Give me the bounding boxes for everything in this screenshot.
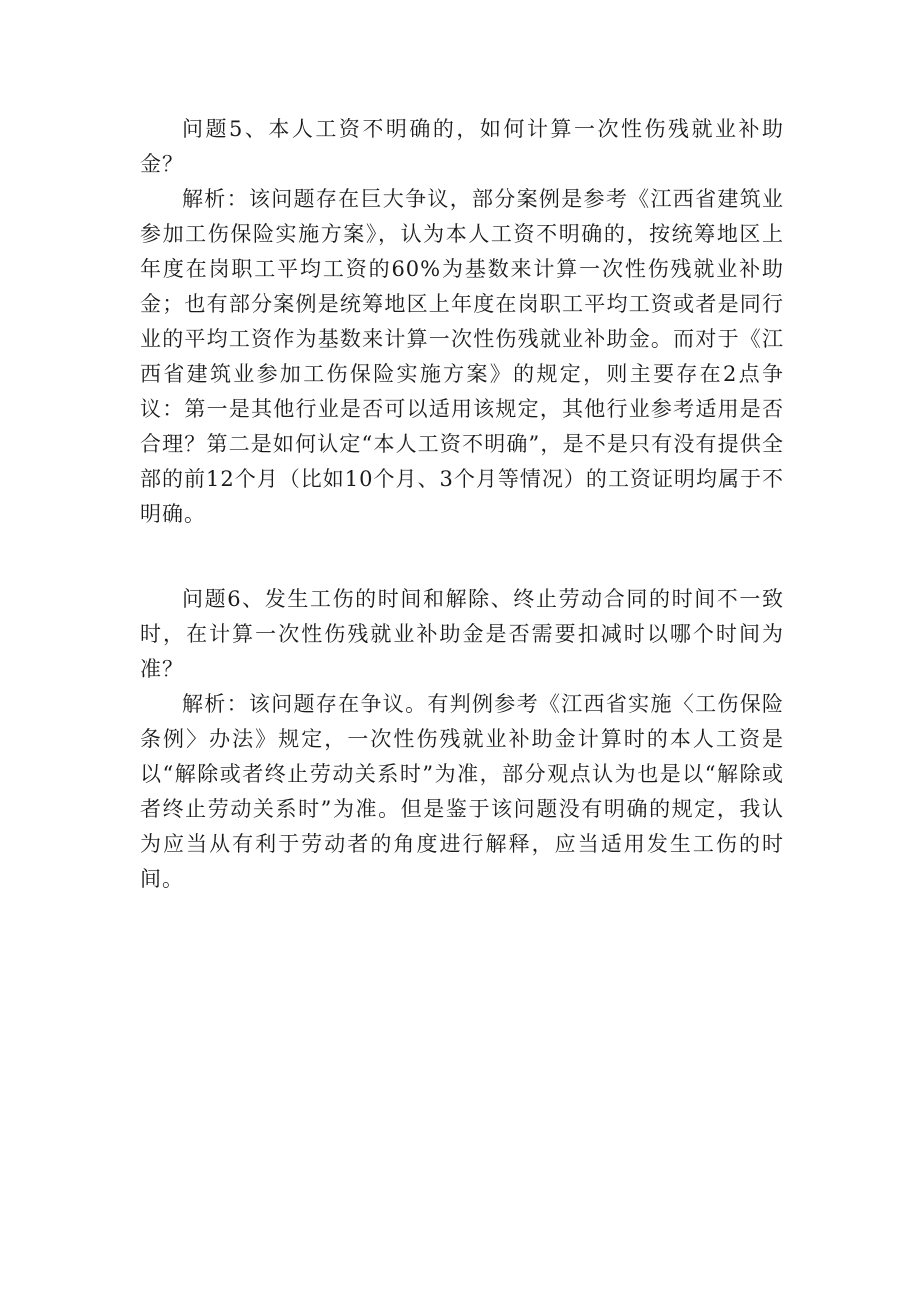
question-6-heading: 问题6、发生工伤的时间和解除、终止劳动合同的时间不一致时，在计算一次性伤残就业补助金是否需要扣减时以哪个时间为准？ — [140, 587, 784, 681]
document-body — [140, 112, 784, 897]
question-6-analysis: 解析：该问题存在争议。有判例参考《江西省实施〈工伤保险条例〉办法》规定，一次性伤残就业补助金计算时的本人工资是以“解除或者终止劳动关系时”为准，部分观点认为也是以“解除或者终止劳动关系时”为准。但是鉴于该问题没有明确的规定，我认为应当从有利于劳动者的角度进行解释，应当适用发生工伤的时间。 — [140, 692, 784, 891]
question-5-analysis: 解析：该问题存在巨大争议，部分案例是参考《江西省建筑业参加工伤保险实施方案》，认为本人工资不明确的，按统筹地区上年度在岗职工平均工资的60%为基数来计算一次性伤残就业补助金；也有部分案例是统筹地区上年度在岗职工平均工资或者是同行业的平均工资作为基数来计算一次性伤残就业补助金。而对于《江西省建筑业参加工伤保险实施方案》的规定，则主要存在2点争议：第一是其他行业是否可以适用该规定，其他行业参考适用是否合理？第二是如何认定“本人工资不明确”，是不是只有没有提供全部的前12个月（比如10个月、3个月等情况）的工资证明均属于不明确。 — [140, 187, 784, 526]
question-5-heading: 问题5、本人工资不明确的，如何计算一次性伤残就业补助金？ — [140, 117, 784, 176]
section-spacer — [140, 532, 784, 582]
